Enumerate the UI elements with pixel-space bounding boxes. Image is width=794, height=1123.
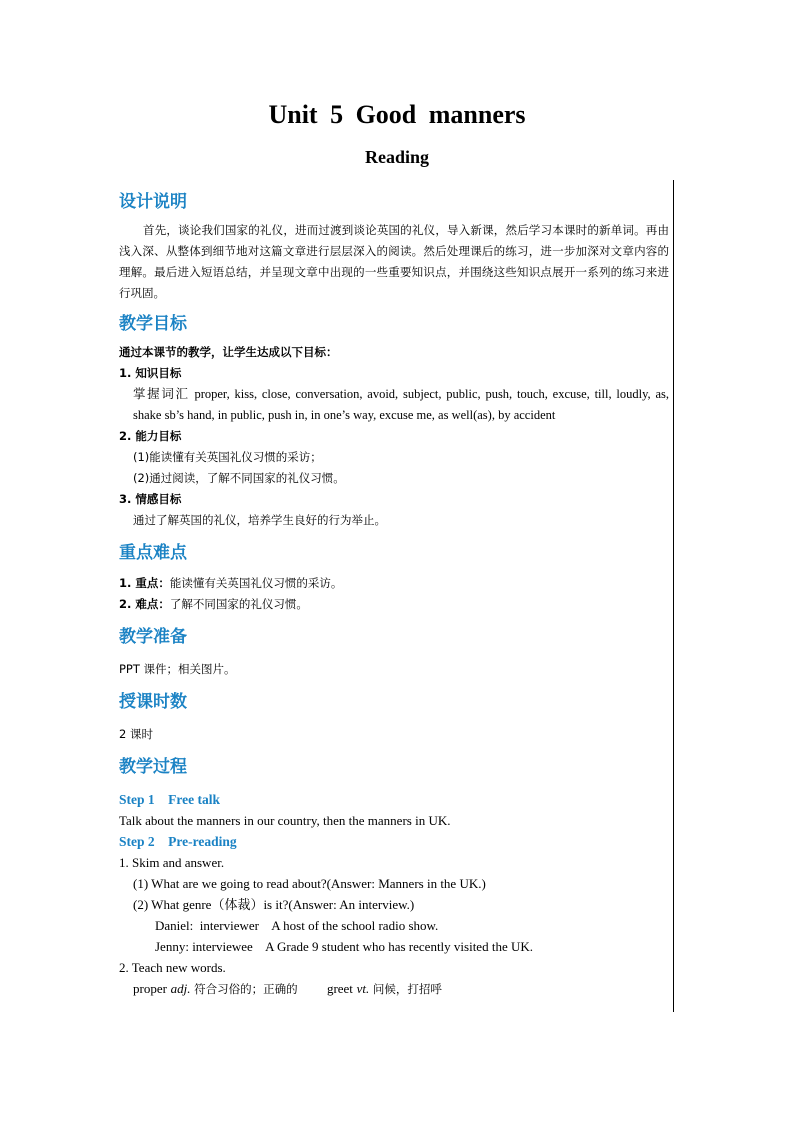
prep-text: PPT 课件；相关图片。 <box>119 662 236 676</box>
role-daniel: Daniel: interviewer A host of the school radio show. <box>155 918 439 933</box>
page-subtitle: Reading <box>364 147 429 167</box>
step-2-item-1: 1. Skim and answer. <box>119 855 225 870</box>
difficulty-row <box>119 594 669 615</box>
step-1-text: Talk about the manners in our country, then the manners in UK. <box>119 813 451 828</box>
section-heading-design: 设计说明 <box>119 192 187 212</box>
design-text: 首先，谈论我们国家的礼仪，进而过渡到谈论英国的礼仪，导入新课，然后学习本课时的新单词。再由浅入深、从整体到细节地对这篇文章进行层层深入的阅读。然后处理课后的练习，进一步加深对文章内容的理解。最后进入短语总结，并呈现文章中出现的一些重要知识点，并围绕这些知识点展开一系列的练习来进行巩固。 <box>119 223 669 300</box>
difficult-label: 2. 难点： <box>119 597 170 611</box>
question-1: (1) What are we going to read about?(Answer: Manners in the UK.) <box>133 876 486 891</box>
step-2-item-2: 2. Teach new words. <box>119 960 226 975</box>
margin-rule <box>673 180 674 1012</box>
key-text: 能读懂有关英国礼仪习惯的采访。 <box>169 576 343 590</box>
emotion-label: 3. 情感目标 <box>119 492 182 506</box>
vocab-word-1: proper <box>133 981 167 996</box>
difficult-text: 了解不同国家的礼仪习惯。 <box>169 597 308 611</box>
step-2-label: Step 2 Pre-reading <box>119 834 237 849</box>
key-label: 1. 重点： <box>119 576 170 590</box>
keypoint-row <box>119 573 669 594</box>
section-heading-keypoints: 重点难点 <box>119 543 187 563</box>
page-title: Unit 5 Good manners <box>268 100 526 129</box>
step-1-label: Step 1 Free talk <box>119 792 220 807</box>
section-heading-hours: 授课时数 <box>119 692 187 712</box>
vocab-pos-1: adj. <box>170 981 191 996</box>
ability-label: 2. 能力目标 <box>119 429 182 443</box>
vocab-row <box>119 978 669 1000</box>
ability-item-2: (2)通过阅读，了解不同国家的礼仪习惯。 <box>133 471 345 485</box>
emotion-text: 通过了解英国的礼仪，培养学生良好的行为举止。 <box>133 513 386 527</box>
content-body <box>119 188 669 1000</box>
section-heading-goals: 教学目标 <box>119 314 187 334</box>
section-heading-process: 教学过程 <box>119 757 187 777</box>
vocab-word-2: greet <box>326 981 353 996</box>
vocab-pos-2: vt. <box>356 981 370 996</box>
goals-intro: 通过本课节的教学，让学生达成以下目标： <box>119 345 338 359</box>
knowledge-label: 1. 知识目标 <box>119 366 182 380</box>
ability-item-1: (1)能读懂有关英国礼仪习惯的采访； <box>133 450 322 464</box>
knowledge-text: 掌握词汇 proper, kiss, close, conversation, avoid, subject, public, push, touch, excuse, till, loudly, as, shake sb’s hand, in public, push in, in one’s way, excuse me, as well(as), by accident <box>133 387 669 422</box>
role-jenny: Jenny: interviewee A Grade 9 student who has recently visited the UK. <box>155 939 533 954</box>
hours-text: 2 课时 <box>119 727 153 741</box>
vocab-def-1: 符合习俗的；正确的 <box>194 982 298 996</box>
question-2: (2) What genre（体裁）is it?(Answer: An interview.) <box>133 897 415 912</box>
section-heading-prep: 教学准备 <box>119 627 187 647</box>
vocab-def-2: 问候，打招呼 <box>372 982 442 996</box>
